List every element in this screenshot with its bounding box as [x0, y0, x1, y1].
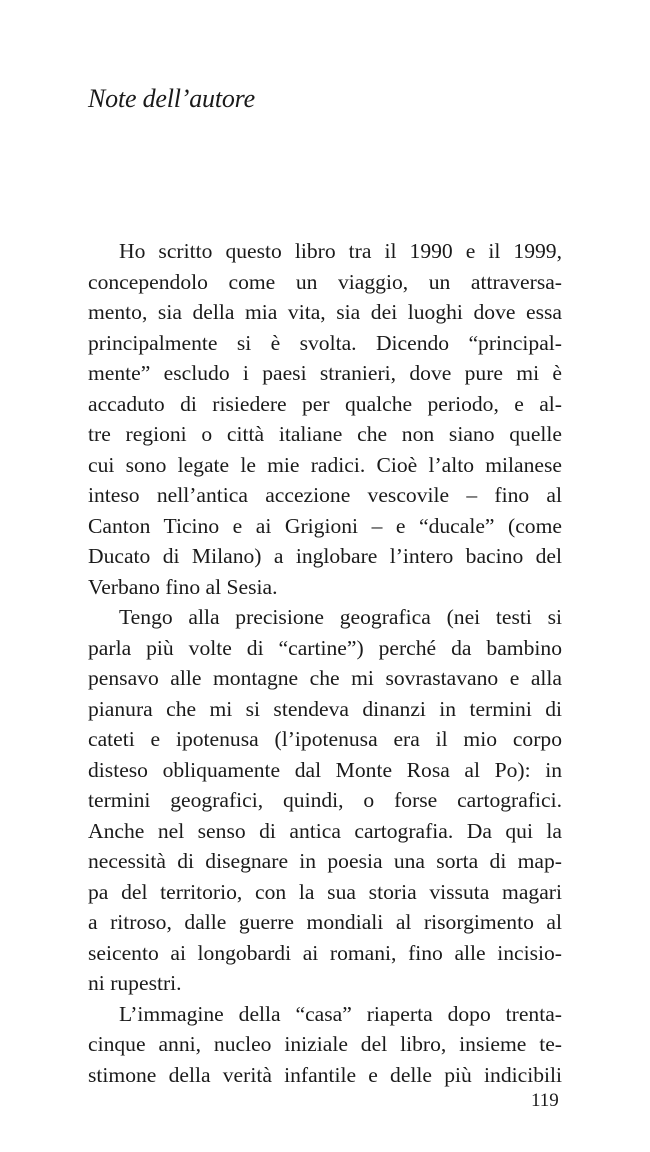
text-line: Ducato di Milano) a inglobare l’intero bacino del: [88, 544, 562, 568]
text-line: Tengo alla precisione geografica (nei testi si: [119, 605, 562, 629]
text-line: inteso nell’antica accezione vescovile – fino al: [88, 483, 562, 507]
text-line: principalmente si è svolta. Dicendo “principal-: [88, 330, 562, 355]
text-line: pianura che mi si stendeva dinanzi in termini di: [88, 696, 562, 721]
text-line: seicento ai longobardi ai romani, fino alle incisio-: [88, 940, 562, 965]
text-line: cateti e ipotenusa (l’ipotenusa era il mio corpo: [88, 727, 562, 751]
text-line: L’immagine della “casa” riaperta dopo trenta-: [119, 1001, 562, 1026]
text-line: concependolo come un viaggio, un attraversa-: [88, 269, 562, 294]
text-line: cinque anni, nucleo iniziale del libro, insieme te-: [88, 1032, 562, 1056]
text-line: stimone della verità infantile e delle più indicibili: [88, 1062, 562, 1087]
text-line: pa del territorio, con la sua storia vissuta magari: [88, 879, 562, 904]
text-line: Anche nel senso di antica cartografia. Da qui la: [88, 818, 562, 843]
text-line: ni rupestri.: [88, 971, 182, 995]
body-text: [88, 236, 562, 1090]
page-title: Note dell’autore: [88, 84, 255, 113]
text-line: Ho scritto questo libro tra il 1990 e il 1999,: [119, 239, 562, 263]
text-line: mente” escludo i paesi stranieri, dove pure mi è: [88, 361, 562, 385]
text-line: parla più volte di “cartine”) perché da bambino: [88, 635, 562, 660]
text-line: termini geografici, quindi, o forse cartografici.: [88, 788, 562, 812]
text-line: a ritroso, dalle guerre mondiali al risorgimento al: [88, 910, 562, 934]
text-line: disteso obliquamente dal Monte Rosa al Po): in: [88, 757, 562, 782]
page-number: 119: [531, 1090, 559, 1111]
text-line: necessità di disegnare in poesia una sorta di map-: [88, 849, 562, 873]
text-line: accaduto di risiedere per qualche periodo, e al-: [88, 391, 562, 416]
text-line: mento, sia della mia vita, sia dei luoghi dove essa: [88, 300, 562, 324]
text-line: Verbano fino al Sesia.: [88, 574, 278, 599]
text-line: cui sono legate le mie radici. Cioè l’alto milanese: [88, 452, 562, 477]
text-line: tre regioni o città italiane che non siano quelle: [88, 422, 562, 446]
text-line: Canton Ticino e ai Grigioni – e “ducale” (come: [88, 513, 562, 538]
text-line: pensavo alle montagne che mi sovrastavano e alla: [88, 666, 562, 690]
